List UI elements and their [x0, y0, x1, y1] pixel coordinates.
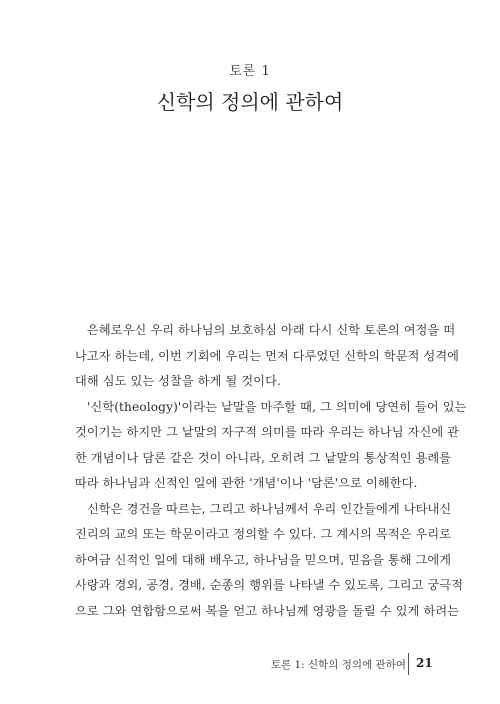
text-line: 하여금 신적인 일에 대해 배우고, 하나님을 믿으며, 믿음을 통해 그에게 [75, 552, 452, 567]
text-line: 사랑과 경외, 공경, 경배, 순종의 행위를 나타낼 수 있도록, 그리고 궁극적 [75, 578, 464, 592]
text-line: 대해 심도 있는 성찰을 하게 될 것이다. [75, 374, 281, 388]
page-footer [0, 653, 500, 677]
chapter-title: 신학의 정의에 관하여 [156, 90, 344, 114]
text-line: 신학은 경건을 따르는, 그리고 하나님께서 우리 인간들에게 나타내신 [87, 501, 452, 516]
text-line: 진리의 교의 또는 학문이라고 정의할 수 있다. 그 계시의 목적은 우리로 [75, 527, 452, 541]
page-number: 21 [416, 656, 433, 670]
chapter-label: 토론 1 [229, 64, 271, 79]
text-line: 은혜로우신 우리 하나님의 보호하심 아래 다시 신학 토론의 여정을 떠 [87, 323, 456, 337]
text-line: 나고자 하는데, 이번 기회에 우리는 먼저 다루었던 신학의 학문적 성격에 [75, 348, 460, 363]
text-line: 따라 하나님과 신적인 일에 관한 '개념'이나 '담론'으로 이해한다. [75, 476, 418, 490]
running-head: 토론 1: 신학의 정의에 관하여 [270, 659, 406, 671]
body-text [75, 318, 467, 624]
text-line: 으로 그와 연합함으로써 복을 얻고 하나님께 영광을 돌릴 수 있게 하려는 [75, 603, 460, 618]
footer-divider [408, 653, 409, 675]
text-line: 한 개념이나 담론 같은 것이 아니라, 오히려 그 낱말의 통상적인 용례를 [75, 450, 452, 465]
text-line: 것이기는 하지만 그 낱말의 자구적 의미를 따라 우리는 하나님 자신에 관 [75, 425, 460, 439]
text-line: '신학(theology)'이라는 낱말을 마주할 때, 그 의미에 당연히 들어 있는 [87, 399, 467, 414]
